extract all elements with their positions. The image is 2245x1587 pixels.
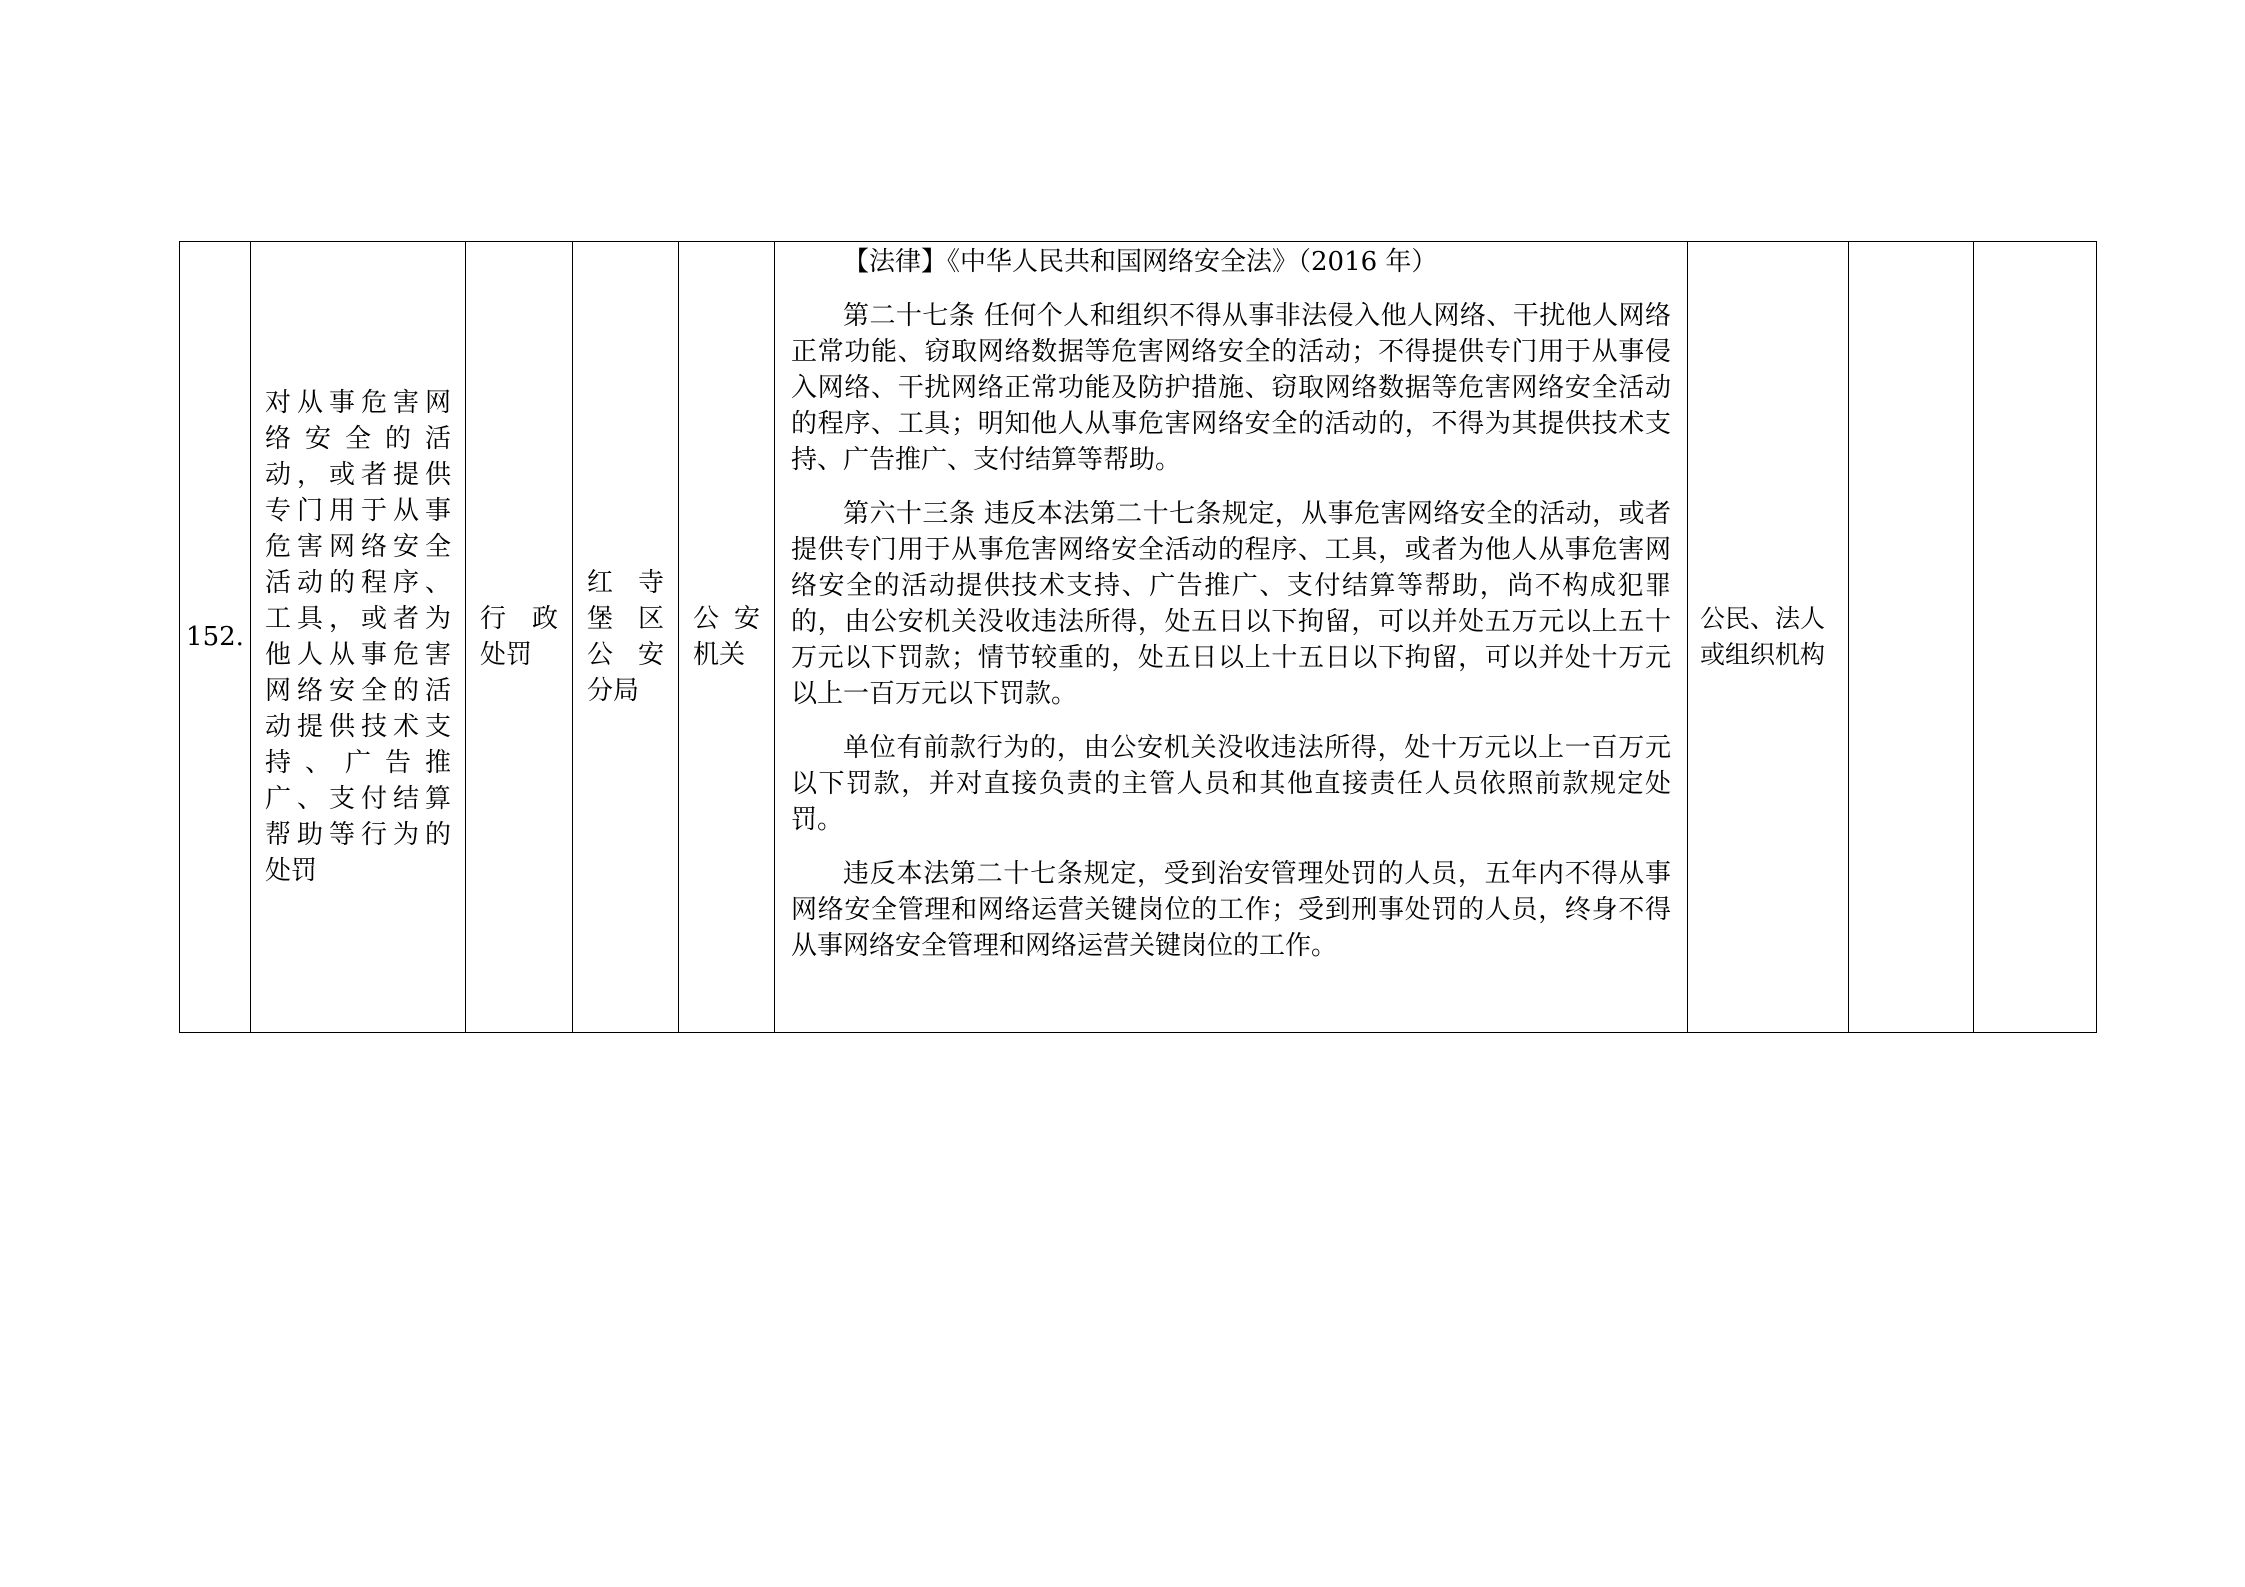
implementing-org-line: 分局 (587, 676, 640, 706)
item-name-line: 对从事危害网 (265, 388, 451, 418)
implementing-org-line: 红寺 (587, 568, 664, 598)
row-number-cell (180, 242, 251, 1033)
item-name-line: 动提供技术支 (265, 712, 451, 742)
legal-basis-cell (775, 242, 1688, 1033)
item-name-cell (251, 242, 466, 1033)
item-name-line: 网络安全的活 (265, 676, 451, 706)
power-type-line: 行政 (480, 604, 558, 634)
item-name-line: 他人从事危害 (265, 640, 451, 670)
implementing-org-cell (573, 242, 679, 1033)
power-type (480, 601, 558, 673)
target-object-line: 公民、法人 (1700, 604, 1826, 633)
item-name (265, 385, 451, 889)
article-paragraph: 单位有前款行为的，由公安机关没收违法所得，处十万元以上一百万元以下罚款，并对直接负责的主管人员和其他直接责任人员依照前款规定处罚。 (791, 733, 1671, 835)
row-number: 152. (186, 622, 244, 652)
implementing-org (587, 565, 664, 709)
article-paragraph: 第二十七条 任何个人和组织不得从事非法侵入他人网络、干扰他人网络正常功能、窃取网络数据等危害网络安全的活动；不得提供专门用于从事侵入网络、干扰网络正常功能及防护措施、窃取网络数据等危害网络安全活动的程序、工具；明知他人从事危害网络安全的活动的，不得为其提供技术支持、广告推广、支付结算等帮助。 (791, 301, 1671, 475)
implementing-org-line: 公安 (587, 640, 664, 670)
item-name-line: 专门用于从事 (265, 496, 451, 526)
implementing-org-line: 堡区 (587, 604, 664, 634)
item-name-line: 持、广告推 (265, 748, 451, 778)
responsible-dept-line: 机关 (693, 640, 746, 670)
target-object-line: 或组织机构 (1700, 640, 1826, 669)
responsible-dept-cell (679, 242, 775, 1033)
empty-cell (1849, 242, 1974, 1033)
item-name-line: 危害网络安全 (265, 532, 451, 562)
table-row (180, 242, 2097, 1033)
item-name-line: 广、支付结算 (265, 784, 451, 814)
responsible-dept (693, 601, 760, 673)
power-type-cell (466, 242, 573, 1033)
item-name-line: 工具，或者为 (265, 604, 451, 634)
empty-cell (1974, 242, 2097, 1033)
article-paragraph: 违反本法第二十七条规定，受到治安管理处罚的人员，五年内不得从事网络安全管理和网络运营关键岗位的工作；受到刑事处罚的人员，终身不得从事网络安全管理和网络运营关键岗位的工作。 (791, 859, 1671, 961)
article-paragraph: 第六十三条 违反本法第二十七条规定，从事危害网络安全的活动，或者提供专门用于从事危害网络安全活动的程序、工具，或者为他人从事危害网络安全的活动提供技术支持、广告推广、支付结算等帮助，尚不构成犯罪的，由公安机关没收违法所得，处五日以下拘留，可以并处五万元以上五十万元以下罚款；情节较重的，处五日以上十五日以下拘留，可以并处十万元以上一百万元以下罚款。 (791, 499, 1671, 709)
item-name-line: 络安全的活 (265, 424, 451, 454)
item-name-line: 处罚 (265, 856, 318, 886)
item-name-line: 帮助等行为的 (265, 820, 451, 850)
item-name-line: 动，或者提供 (265, 460, 451, 490)
target-object-cell (1688, 242, 1849, 1033)
item-name-line: 活动的程序、 (265, 568, 451, 598)
law-title: 【法律】《中华人民共和国网络安全法》（2016 年） (843, 247, 1438, 277)
power-type-line: 处罚 (480, 640, 533, 670)
responsible-dept-line: 公安 (693, 604, 760, 634)
power-list-table (179, 241, 2097, 1033)
